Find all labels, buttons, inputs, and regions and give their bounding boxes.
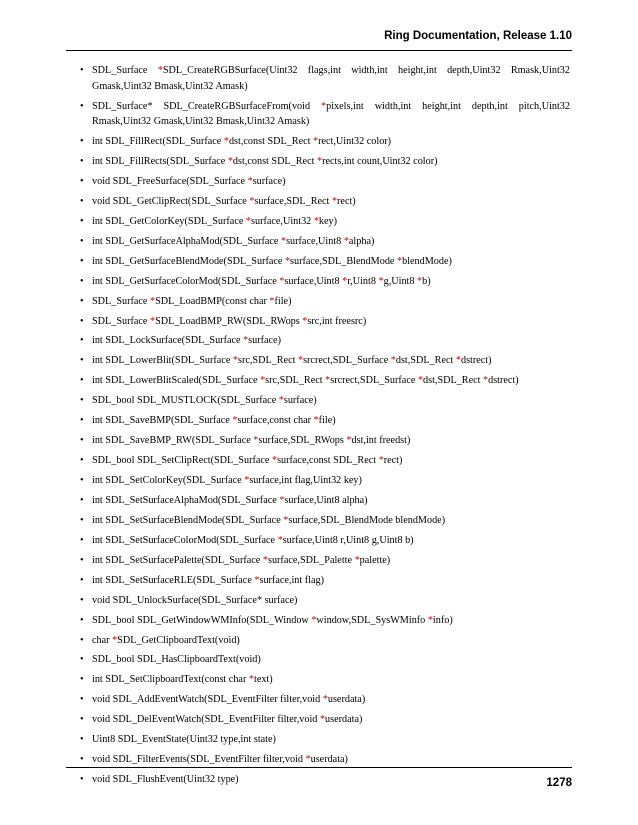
signature-text: int SDL_SaveBMP_RW(SDL_Surface [92,435,254,447]
list-item [66,613,572,629]
pointer-asterisk: * [343,235,349,247]
pointer-asterisk: * [313,136,319,148]
bullet-marker: • [80,534,84,546]
list-item [66,99,572,130]
signature-text: SDL_bool SDL_GetWindowWMInfo(SDL_Window [92,614,312,626]
signature-text: dst,int freedst) [351,435,411,447]
pointer-asterisk: * [260,375,266,387]
pointer-asterisk: * [248,674,254,686]
signature-text: surface) [252,175,286,187]
signature-text: surface,SDL_BlendMode [290,255,397,267]
pointer-asterisk: * [322,694,328,706]
pointer-asterisk: * [390,355,396,367]
pointer-asterisk: * [247,175,253,187]
bullet-marker: • [80,275,84,287]
signature-text: blendMode) [402,255,452,267]
pointer-asterisk: * [305,754,311,766]
pointer-asterisk: * [245,215,252,227]
pointer-asterisk: * [325,375,331,387]
list-item [66,254,572,270]
signature-text: b) [422,275,431,287]
signature-text: userdata) [310,754,348,766]
list-item [66,433,572,449]
bullet-marker: • [80,136,84,148]
signature-text: int SDL_LockSurface(SDL_Surface [92,335,244,347]
list-item [66,593,572,609]
signature-text: srcrect,SDL_Surface [330,375,418,387]
signature-text: file) [274,295,292,307]
list-item [66,473,572,489]
bullet-marker: • [80,156,84,167]
pointer-asterisk: * [279,494,285,506]
signature-text: int SDL_FillRects(SDL_Surface [92,156,228,167]
bullet-marker: • [80,634,84,646]
signature-text: char [92,634,113,646]
bullet-marker: • [80,295,84,307]
signature-text: int SDL_SetSurfacePalette(SDL_Surface [92,554,263,566]
pointer-asterisk: * [227,156,233,167]
bullet-marker: • [80,494,84,506]
signature-text: int SDL_LowerBlit(SDL_Surface [92,355,233,367]
bullet-marker: • [80,335,84,347]
pointer-asterisk: * [321,100,327,112]
list-item [66,493,572,509]
pointer-asterisk: * [397,255,403,267]
signature-text: src,int freesrc) [307,315,367,327]
signature-text: surface,const SDL_Rect [277,455,379,467]
signature-text: int SDL_SetSurfaceBlendMode(SDL_Surface [92,514,284,526]
function-list [66,63,572,792]
signature-text: int SDL_GetSurfaceAlphaMod(SDL_Surface [92,235,281,247]
pointer-asterisk: * [254,574,260,586]
bullet-marker: • [80,514,84,526]
pointer-asterisk: * [150,315,156,327]
bullet-marker: • [80,554,84,566]
pointer-asterisk: * [319,714,326,726]
signature-text: void SDL_AddEventWatch(SDL_EventFilter filter,void [92,694,323,706]
list-item [66,533,572,549]
signature-text: text) [253,674,273,686]
pointer-asterisk: * [427,614,433,626]
signature-text: window,SDL_SysWMinfo [316,614,428,626]
bullet-marker: • [80,215,84,227]
pointer-asterisk: * [417,375,424,387]
signature-text: void SDL_FreeSurface(SDL_Surface [92,175,248,187]
signature-text: SDL_Surface [92,315,150,327]
pointer-asterisk: * [278,395,284,407]
list-item [66,633,572,649]
page-number: 1278 [546,777,572,789]
signature-text: surface,int flag,Uint32 key) [249,475,362,486]
bullet-marker: • [80,734,84,746]
signature-text: int SDL_GetSurfaceColorMod(SDL_Surface [92,275,280,287]
signature-text: alpha) [348,235,375,247]
bullet-marker: • [80,714,84,726]
signature-text: file) [318,415,336,427]
bullet-marker: • [80,435,84,447]
signature-text: surface,SDL_Palette [267,554,355,566]
pointer-asterisk: * [232,355,238,367]
bullet-marker: • [80,455,84,467]
pointer-asterisk: * [302,315,308,327]
running-header: Ring Documentation, Release 1.10 [384,30,572,42]
bullet-marker: • [80,315,84,327]
signature-text: int SDL_SetSurfaceColorMod(SDL_Surface [92,534,278,546]
signature-text: void SDL_GetClipRect(SDL_Surface [92,195,250,207]
signature-text: dst,const SDL_Rect [232,156,317,167]
signature-text: src,SDL_Rect [238,355,298,367]
signature-text: dstrect) [460,355,492,367]
bullet-marker: • [80,754,84,766]
signature-text: rects,int count,Uint32 color) [322,156,438,167]
bullet-marker: • [80,65,84,76]
signature-text: userdata) [325,714,363,726]
bullet-marker: • [80,774,84,786]
signature-text: SDL_bool SDL_MUSTLOCK(SDL_Surface [92,395,279,407]
list-item [66,652,572,668]
signature-text: surface,const char [237,415,314,427]
signature-text: rect) [383,455,403,467]
signature-text: dst,SDL_Rect [395,355,456,367]
signature-text: rect) [337,195,356,207]
bullet-marker: • [80,594,84,606]
pointer-asterisk: * [311,614,317,626]
signature-text: palette) [359,554,391,566]
pointer-asterisk: * [249,195,255,207]
pointer-asterisk: * [378,275,384,287]
list-item [66,174,572,190]
pointer-asterisk: * [331,195,338,207]
pointer-asterisk: * [483,375,489,387]
pointer-asterisk: * [455,355,461,367]
signature-text: surface,Uint8 [286,235,344,247]
pointer-asterisk: * [316,156,323,167]
signature-text: SDL_bool SDL_HasClipboardText(void) [92,654,261,666]
signature-text: info) [432,614,453,626]
list-item [66,214,572,230]
bullet-marker: • [80,415,84,427]
signature-text: void SDL_DelEventWatch(SDL_EventFilter filter,void [92,714,320,726]
pointer-asterisk: * [269,295,275,307]
list-item [66,692,572,708]
signature-text: surface,Uint8 [284,275,343,287]
signature-text: surface,int flag) [259,574,324,586]
signature-text: key) [318,215,338,227]
list-item [66,732,572,748]
signature-text: void SDL_FilterEvents(SDL_EventFilter filter,void [92,754,306,766]
bullet-marker: • [80,175,84,187]
bullet-marker: • [80,255,84,267]
signature-text: int SDL_SetSurfaceRLE(SDL_Surface [92,574,255,586]
list-item [66,573,572,589]
pointer-asterisk: * [150,295,156,307]
bullet-marker: • [80,694,84,706]
bullet-marker: • [80,654,84,666]
pointer-asterisk: * [232,415,238,427]
list-item [66,274,572,290]
bullet-marker: • [80,375,84,387]
signature-text: int SDL_FillRect(SDL_Surface [92,136,224,148]
pointer-asterisk: * [262,554,268,566]
header-rule [66,50,572,51]
list-item [66,333,572,349]
list-item [66,314,572,330]
signature-text: int SDL_SetClipboardText(const char [92,674,249,686]
pointer-asterisk: * [417,275,423,287]
bullet-marker: • [80,395,84,407]
signature-text: srcrect,SDL_Surface [303,355,391,367]
pointer-asterisk: * [253,435,259,447]
signature-text: surface) [283,395,317,407]
list-item [66,134,572,150]
signature-text: int SDL_GetColorKey(SDL_Surface [92,215,246,227]
pointer-asterisk: * [112,634,118,646]
bullet-marker: • [80,355,84,367]
signature-text: SDL_LoadBMP(const char [155,295,270,307]
list-item [66,353,572,369]
signature-text: SDL_LoadBMP_RW(SDL_RWops [155,315,303,327]
pointer-asterisk: * [281,235,287,247]
pointer-asterisk: * [284,255,291,267]
pointer-asterisk: * [346,435,352,447]
signature-text: Uint8 SDL_EventState(Uint32 type,int state) [92,734,276,746]
signature-text: surface,Uint8 alpha) [284,494,368,506]
signature-text: surface,SDL_RWops [258,435,347,447]
pointer-asterisk: * [277,534,283,546]
list-item [66,513,572,529]
signature-text: int SDL_SetSurfaceAlphaMod(SDL_Surface [92,494,280,506]
bullet-marker: • [80,574,84,586]
pointer-asterisk: * [342,275,348,287]
signature-text: SDL_CreateRGBSurface(Uint32 flags,int width,int height,int depth,Uint32 Rmask,Uint32 Gmask,Uint32 Bmask,Uint32 Amask) [92,65,570,92]
signature-text: dst,SDL_Rect [423,375,484,387]
list-item [66,393,572,409]
pointer-asterisk: * [279,275,285,287]
signature-text: SDL_GetClipboardText(void) [117,634,240,646]
pointer-asterisk: * [223,136,229,148]
pointer-asterisk: * [283,514,289,526]
signature-text: int SDL_SaveBMP(SDL_Surface [92,415,233,427]
signature-text: int SDL_LowerBlitScaled(SDL_Surface [92,375,261,387]
list-item [66,154,572,170]
pointer-asterisk: * [354,554,360,566]
pointer-asterisk: * [157,65,163,76]
pointer-asterisk: * [378,455,384,467]
signature-text: SDL_Surface* SDL_CreateRGBSurfaceFrom(void [92,100,322,112]
list-item [66,294,572,310]
signature-text: surface,SDL_Rect [254,195,332,207]
list-item [66,413,572,429]
list-item [66,453,572,469]
signature-text: surface) [248,335,281,347]
signature-text: int SDL_GetSurfaceBlendMode(SDL_Surface [92,255,285,267]
bullet-marker: • [80,475,84,486]
list-item [66,63,572,94]
pointer-asterisk: * [243,335,249,347]
signature-text: r,Uint8 [347,275,379,287]
pointer-asterisk: * [297,355,304,367]
signature-text: dstrect) [488,375,519,387]
bullet-marker: • [80,235,84,247]
list-item [66,553,572,569]
signature-text: surface,Uint8 r,Uint8 g,Uint8 b) [282,534,414,546]
bullet-marker: • [80,674,84,686]
list-item [66,712,572,728]
signature-text: void SDL_UnlockSurface(SDL_Surface* surface) [92,594,298,606]
pointer-asterisk: * [271,455,278,467]
list-item [66,194,572,210]
pointer-asterisk: * [313,415,319,427]
signature-text: SDL_Surface [92,65,158,76]
signature-text: int SDL_SetColorKey(SDL_Surface [92,475,245,486]
list-item [66,373,572,389]
bullet-marker: • [80,195,84,207]
list-item [66,234,572,250]
signature-text: void SDL_FlushEvent(Uint32 type) [92,774,239,786]
pointer-asterisk: * [244,475,250,486]
signature-text: surface,Uint32 [251,215,314,227]
list-item [66,672,572,688]
footer-rule [66,767,572,768]
signature-text: dst,const SDL_Rect [228,136,313,148]
signature-text: rect,Uint32 color) [318,136,392,148]
list-item [66,752,572,768]
signature-text: pixels,int width,int height,int depth,int pitch,Uint32 Rmask,Uint32 Gmask,Uint32 Bmask,Uint32 Amask) [92,100,570,128]
signature-text: SDL_Surface [92,295,150,307]
bullet-marker: • [80,614,84,626]
signature-text: SDL_bool SDL_SetClipRect(SDL_Surface [92,455,272,467]
bullet-marker: • [80,100,84,112]
signature-text: userdata) [327,694,366,706]
signature-text: g,Uint8 [383,275,418,287]
pointer-asterisk: * [313,215,319,227]
signature-text: surface,SDL_BlendMode blendMode) [288,514,446,526]
signature-text: src,SDL_Rect [265,375,326,387]
